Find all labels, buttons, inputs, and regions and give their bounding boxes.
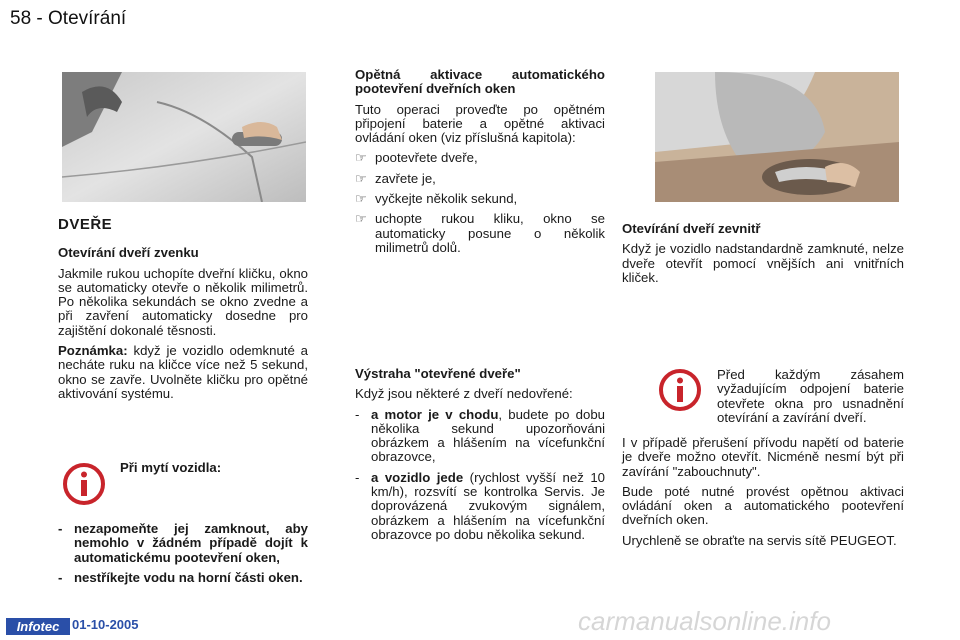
hand-pointer-icon: ☞ [355, 170, 367, 186]
hand-pointer-icon: ☞ [355, 211, 367, 227]
step-item-4: ☞ uchopte rukou kliku, okno se automaticky posune o několik milimetrů dolů. [355, 211, 605, 255]
warning-title: Výstraha "otevřené dveře" [355, 366, 521, 381]
caution-paragraph-3: Urychleně se obraťte na servis sítě PEUGEOT. [622, 532, 897, 548]
outside-opening-title: Otevírání dveří zvenku [58, 245, 199, 261]
header-separator: - [36, 8, 43, 29]
section-title: Otevírání [48, 8, 127, 29]
step-item-3: ☞ vyčkejte několik sekund, [355, 191, 518, 207]
footer-date: 01-10-2005 [72, 617, 139, 632]
caution-paragraph-2: Bude poté nutné provést opětnou aktivaci ovládání oken a automatického pootevření dveřních oken. [622, 483, 904, 528]
watermark: carmanualsonline.info [578, 606, 831, 636]
dash-marker: - [355, 406, 360, 422]
warning-intro: Když jsou některé z dveří nedovřené: [355, 386, 573, 402]
doors-heading: DVEŘE [58, 216, 113, 233]
inside-opening-text: Když je vozidlo nadstandardně zamknuté, nelze dveře otevřít pomocí vnějších ani vnitřních kliček. [622, 241, 904, 285]
dash-marker: - [58, 569, 63, 585]
outside-opening-text: Jakmile rukou uchopíte dveřní kličku, okno se automaticky otevře o několik milimetrů. Po několika sekundách se okno zvedne a při zavření automaticky dosedne pro zajištění dokonalé těsnosti. [58, 265, 308, 338]
step-item-2: ☞ zavřete je, [355, 170, 436, 186]
reactivation-text: Tuto operaci proveďte po opětném připojení baterie a opětné aktivaci ovládání oken (viz příslušná kapitola): [355, 101, 605, 146]
info-icon [658, 368, 702, 412]
caution-title: Před každým zásahem vyžadujícím odpojení baterie otevřete okna pro usnadnění otevírání a zavírání dveří. [717, 367, 904, 425]
inside-opening-section [622, 222, 904, 291]
warning-item-2: - a vozidlo jede (rychlost vyšší než 10 km/h), rozsvítí se kontrolka Servis. Je doprovázená zvukovým signálem, obrázkem a hlášením na vícefunkční obrazovce po dobu několika sekund. [355, 469, 605, 542]
caution-paragraph-1: I v případě přerušení přívodu napětí od baterie je dveře možno otevřít. Nicméně nesmí být při zavírání "zabouchnuty". [622, 435, 904, 479]
exterior-door-handle-photo [62, 72, 306, 202]
note-label: Poznámka: [58, 343, 128, 359]
note-paragraph [58, 344, 308, 401]
hand-pointer-icon: ☞ [355, 150, 367, 166]
hand-pointer-icon: ☞ [355, 191, 367, 207]
column-middle [355, 68, 605, 261]
wash-item-2: - nestříkejte vodu na horní části oken. [58, 569, 303, 585]
column-left [58, 218, 308, 407]
wash-item-1: - nezapomeňte jej zamknout, aby nemohlo v žádném případě dojít k automatickému pootevření oken, [58, 521, 308, 565]
infotec-logo: Infotec [6, 618, 70, 635]
warning-item-1: - a motor je v chodu, budete po dobu několika sekund upozorňováni obrázkem a hlášením na vícefunkční obrazovce, [355, 406, 605, 465]
step-item-1: ☞ pootevřete dveře, [355, 150, 478, 166]
dash-marker: - [58, 521, 63, 536]
wash-list [58, 522, 308, 591]
reactivation-title: Opětná aktivace automatického pootevření dveřních oken [355, 67, 605, 97]
note-text: když je vozidlo odemknuté a necháte ruku na kličce více než 5 sekund, okno se zavře. Uvolněte kličku pro opětné aktivování systému. [58, 343, 308, 401]
warning-section [355, 367, 605, 548]
info-icon [62, 462, 106, 506]
page-header [10, 8, 126, 30]
inside-opening-title: Otevírání dveří zevnitř [622, 221, 761, 236]
interior-door-handle-photo [655, 72, 899, 202]
caution-section [622, 436, 904, 554]
dash-marker: - [355, 469, 360, 485]
page-number: 58 [10, 8, 32, 29]
wash-title: Při mytí vozidla: [120, 460, 222, 475]
